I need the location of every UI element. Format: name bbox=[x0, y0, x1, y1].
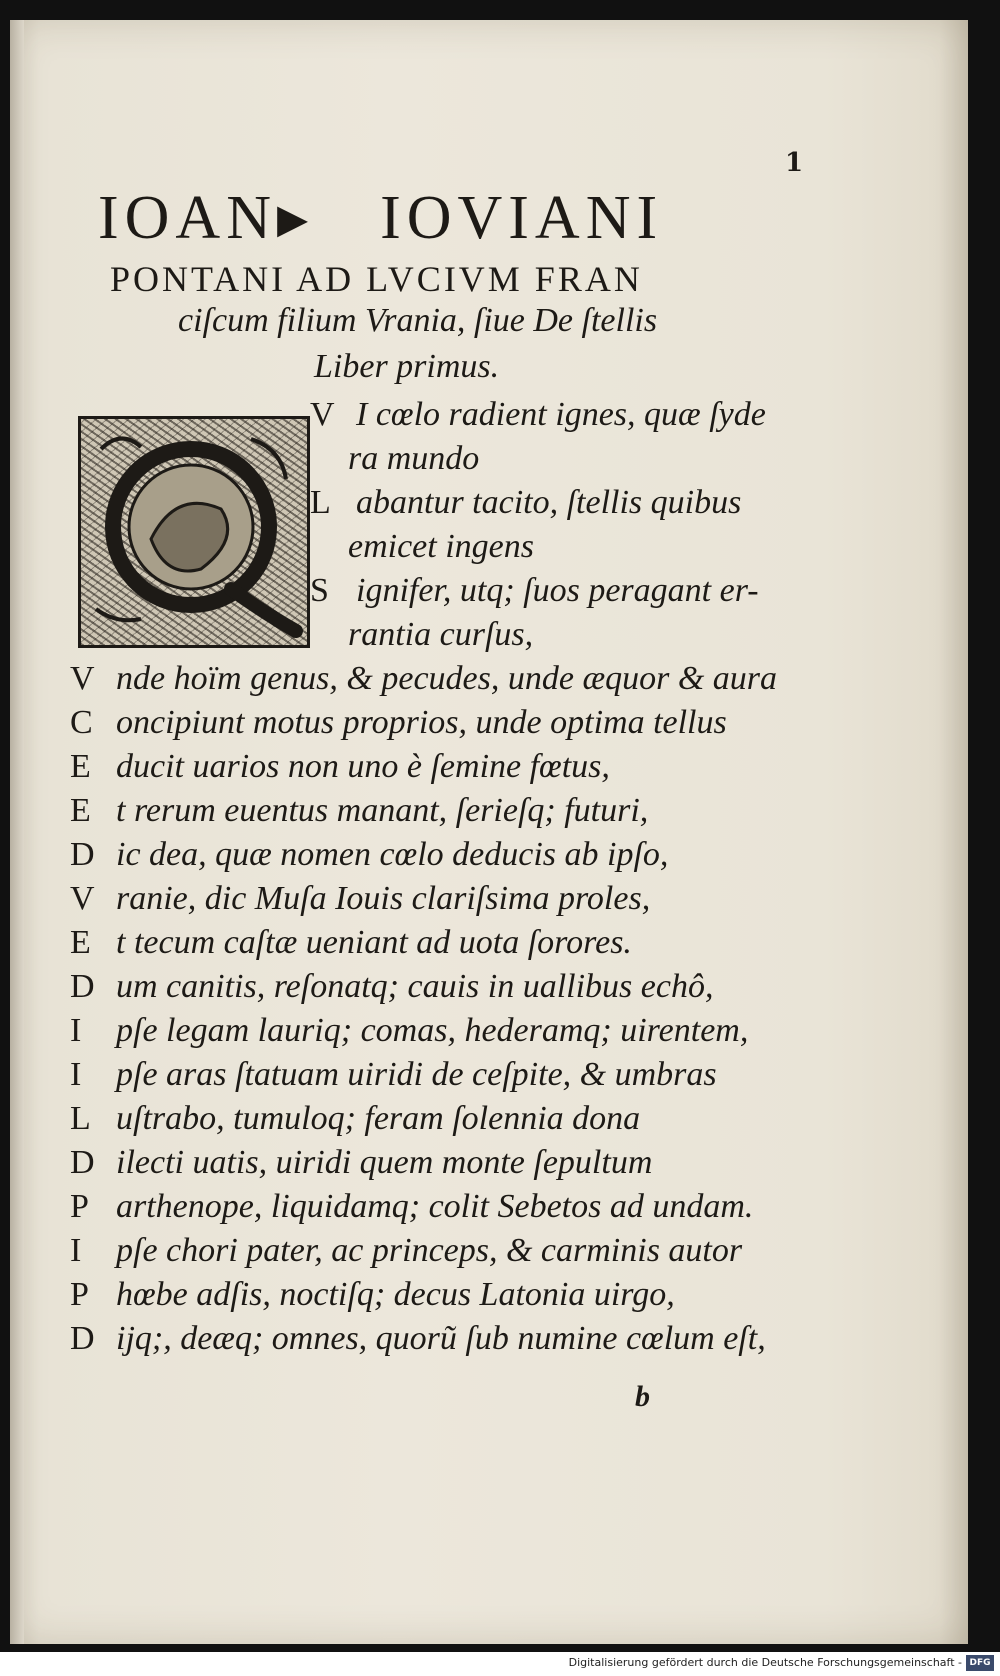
title-line-3: ciſcum filium Vrania, ſiue De ſtellis bbox=[178, 302, 658, 339]
verse-initial: L bbox=[70, 1100, 91, 1137]
verse-text: pſe aras ſtatuam uiridi de ceſpite, & umbras bbox=[116, 1056, 717, 1093]
verse-line bbox=[70, 792, 648, 830]
verse-line bbox=[70, 660, 777, 698]
footer-credit: Digitalisierung gefördert durch die Deutsche Forschungsgemeinschaft - bbox=[568, 1656, 962, 1669]
opening-cap-3: L bbox=[310, 484, 331, 521]
verse-text: hœbe adſis, noctiſq; decus Latonia uirgo, bbox=[116, 1276, 675, 1313]
verse-line bbox=[70, 1232, 742, 1270]
title-line-2: PONTANI AD LVCIVM FRAN bbox=[110, 259, 643, 299]
verse-line bbox=[70, 1276, 675, 1314]
woodcut-initial-Q-icon bbox=[78, 416, 310, 648]
verse-initial: D bbox=[70, 836, 95, 873]
opening-cap-5: S bbox=[310, 572, 329, 609]
verse-text: t rerum euentus manant, ſerieſq; futuri, bbox=[116, 792, 649, 829]
verse-initial: V bbox=[70, 660, 95, 697]
verse-text: ranie, dic Muſa Iouis clariſsima proles, bbox=[116, 880, 651, 917]
opening-text-5: ignifer, utq; ſuos peragant er- bbox=[356, 572, 759, 609]
verse-initial: E bbox=[70, 748, 91, 785]
verse-line bbox=[70, 1012, 748, 1050]
footer-bar bbox=[0, 1652, 1000, 1676]
opening-text-1: I cœlo radient ignes, quæ ſyde bbox=[356, 396, 766, 433]
verse-text: ijq;, deæq; omnes, quorũ ſub numine cœlum eſt, bbox=[116, 1320, 766, 1357]
opening-line-1 bbox=[310, 396, 766, 434]
verse-line bbox=[70, 1188, 753, 1226]
verse-line bbox=[70, 836, 668, 874]
opening-line-5 bbox=[310, 572, 759, 610]
verse-text: nde hoïm genus, & pecudes, unde æquor & aura bbox=[116, 660, 778, 697]
verse-initial: E bbox=[70, 792, 91, 829]
verse-initial: D bbox=[70, 968, 95, 1005]
opening-line-2: ra mundo bbox=[348, 440, 480, 477]
verse-initial: C bbox=[70, 704, 93, 741]
title-word-ioviani: IOVIANI bbox=[380, 184, 664, 252]
verse-text: oncipiunt motus proprios, unde optima tellus bbox=[116, 704, 727, 741]
verse-initial: I bbox=[70, 1056, 82, 1093]
verse-text: uſtrabo, tumuloq; feram ſolennia dona bbox=[116, 1100, 641, 1137]
verse-text: pſe legam lauriq; comas, hederamq; uirentem, bbox=[116, 1012, 749, 1049]
verse-text: ilecti uatis, uiridi quem monte ſepultum bbox=[116, 1144, 653, 1181]
verse-line bbox=[70, 1100, 640, 1138]
verse-line bbox=[70, 924, 632, 962]
book-page bbox=[10, 20, 968, 1644]
verse-line bbox=[70, 704, 727, 742]
verse-text: ducit uarios non uno è ſemine fœtus, bbox=[116, 748, 610, 785]
verse-line bbox=[70, 968, 713, 1006]
verse-initial: V bbox=[70, 880, 95, 917]
verse-text: ic dea, quæ nomen cœlo deducis ab ipſo, bbox=[116, 836, 669, 873]
verse-text: t tecum caſtæ ueniant ad uota ſorores. bbox=[116, 924, 632, 961]
verse-initial: P bbox=[70, 1276, 89, 1313]
opening-line-4: emicet ingens bbox=[348, 528, 534, 565]
verse-line bbox=[70, 880, 650, 918]
verse-initial: E bbox=[70, 924, 91, 961]
verse-line bbox=[70, 748, 610, 786]
verse-line bbox=[70, 1320, 766, 1358]
verse-text: um canitis, reſonatq; cauis in uallibus echô, bbox=[116, 968, 714, 1005]
opening-cap-1: V bbox=[310, 396, 335, 433]
verse-initial: I bbox=[70, 1012, 82, 1049]
title-word-ioan: IOAN▸ bbox=[98, 184, 315, 252]
opening-line-3 bbox=[310, 484, 741, 522]
page-gutter bbox=[10, 20, 24, 1644]
verse-text: pſe chori pater, ac princeps, & carminis autor bbox=[116, 1232, 743, 1269]
opening-line-6: rantia curſus, bbox=[348, 616, 534, 653]
verse-text: arthenope, liquidamq; colit Sebetos ad undam. bbox=[116, 1188, 754, 1225]
verse-line bbox=[70, 1056, 717, 1094]
title-line-1 bbox=[98, 180, 758, 254]
opening-text-3: abantur tacito, ſtellis quibus bbox=[356, 484, 742, 521]
verse-initial: D bbox=[70, 1320, 95, 1357]
folio-mark: 1 bbox=[785, 148, 804, 178]
verse-line bbox=[70, 1144, 652, 1182]
verse-initial: D bbox=[70, 1144, 95, 1181]
verse-initial: I bbox=[70, 1232, 82, 1269]
signature-mark: b bbox=[635, 1380, 650, 1413]
dfg-logo-icon: DFG bbox=[966, 1655, 994, 1671]
title-line-4: Liber primus. bbox=[314, 348, 500, 385]
woodcut-initial-drawing bbox=[81, 419, 307, 645]
verse-initial: P bbox=[70, 1188, 89, 1225]
